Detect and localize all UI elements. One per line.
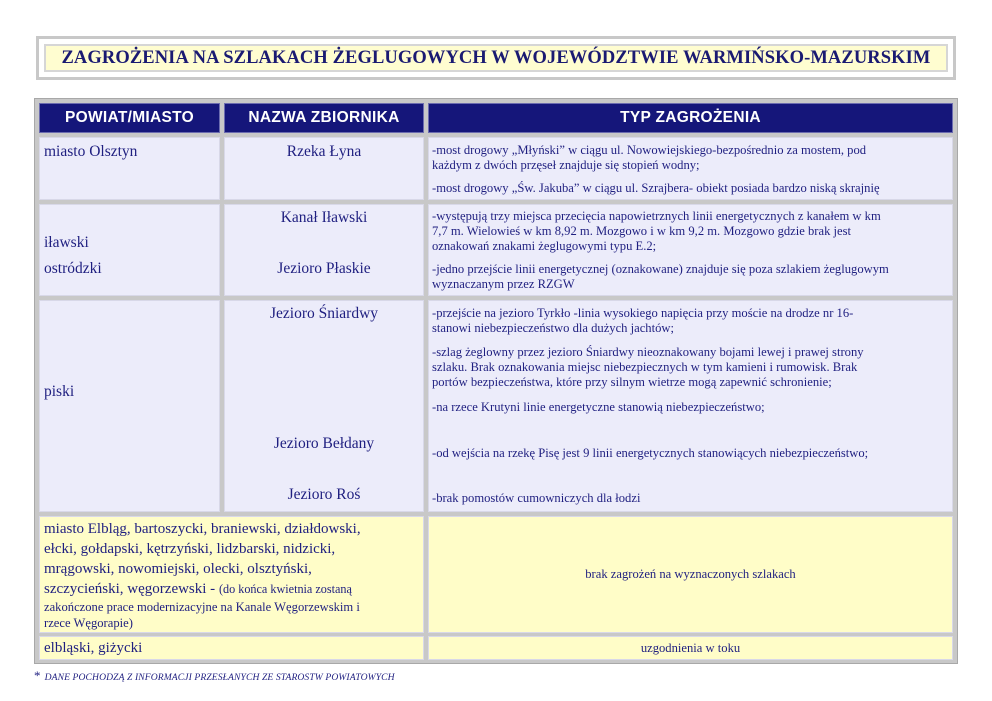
header-powiat: POWIAT/MIASTO (39, 103, 220, 133)
threat-line: -szlag żeglowny przez jezioro Śniardwy nieoznakowany bojami lewej i prawej strony (432, 345, 864, 359)
table-row-olsztyn-powiat (39, 137, 220, 200)
footnote-asterisk: * (34, 668, 41, 683)
threat-line: każdym z dwóch przęseł znajduje się stopień wodny; (432, 158, 700, 172)
zbiornik-beldany: Jezioro Bełdany (273, 435, 375, 452)
threat-line: 7,7 m. Wielowieś w km 8,92 m. Mozgowo i w km 9,2 m. Mozgowo gdzie brak jest (432, 224, 852, 238)
powiat-elblaski-gizycki: elbląski, giżycki (44, 640, 143, 656)
threat-line: -most drogowy „Młyński” w ciągu ul. Nowowiejskiego-bezpośrednio za mostem, pod (432, 143, 867, 157)
header-typ: TYP ZAGROŻENIA (428, 103, 953, 133)
threats-table (34, 98, 958, 664)
table-row-piski-zbiornik (224, 300, 424, 512)
status-no-threats: brak zagrożeń na wyznaczonych szlakach (585, 567, 796, 581)
threat-line: -od wejścia na rzekę Pisę jest 9 linii energetycznych stanowiących niebezpieczeństwo; (432, 446, 869, 460)
table-row-ilawski-powiat (39, 204, 220, 296)
table-row-piski-powiat (39, 300, 220, 512)
threat-line: -występują trzy miejsca przecięcia napowietrznych linii energetycznych z kanałem w km (432, 209, 881, 223)
table-row-piski-threats (428, 300, 953, 512)
zbiornik-lyna: Rzeka Łyna (286, 143, 362, 160)
footnote-text: DANE POCHODZĄ Z INFORMACJI PRZESŁANYCH ZE STAROSTW POWIATOWYCH (44, 672, 395, 683)
threat-line: -przejście na jezioro Tyrkło -linia wysokiego napięcia przy moście na drodze nr 16- (432, 306, 854, 320)
threat-line: stanowi niebezpieczeństwo dla dużych jachtów; (432, 321, 674, 335)
page-title: ZAGROŻENIA NA SZLAKACH ŻEGLUGOWYCH W WOJEWÓDZTWIE WARMIŃSKO-MAZURSKIM (61, 47, 931, 68)
powiaty-list-line (44, 579, 352, 599)
powiat-ostrodzki: ostródzki (44, 260, 102, 277)
title-frame (36, 36, 956, 80)
title-box (44, 44, 948, 72)
powiat-olsztyn: miasto Olsztyn (44, 143, 138, 160)
modernization-note-line: rzece Węgorapie) (44, 616, 133, 630)
zbiornik-sniardwy: Jezioro Śniardwy (269, 305, 379, 322)
table-row-gizycki-powiat (39, 636, 424, 660)
powiat-piski: piski (44, 383, 75, 400)
threat-line: -na rzece Krutyni linie energetyczne stanowią niebezpieczeństwo; (432, 400, 765, 414)
threat-line: -most drogowy „Św. Jakuba” w ciągu ul. Szrajbera- obiekt posiada bardzo niską skrajnię (432, 181, 880, 195)
status-in-progress: uzgodnienia w toku (640, 640, 741, 655)
table-row-elblag-powiat (39, 516, 424, 633)
header-zbiornik: NAZWA ZBIORNIKA (224, 103, 424, 133)
threat-line: wyznaczanym przez RZGW (432, 277, 575, 291)
zbiornik-jezioro-plaskie: Jezioro Płaskie (277, 260, 371, 277)
zbiornik-ros: Jezioro Roś (287, 486, 361, 503)
threat-line: -brak pomostów cumowniczych dla łodzi (432, 491, 641, 505)
powiaty-list-line: miasto Elbląg, bartoszycki, braniewski, działdowski, (44, 521, 361, 537)
zbiornik-kanal-ilawski: Kanał Iławski (280, 209, 368, 226)
table-row-olsztyn-zbiornik (224, 137, 424, 200)
powiaty-list-line: ełcki, gołdapski, kętrzyński, lidzbarski, nidzicki, (44, 541, 336, 557)
table-row-gizycki-status (428, 636, 953, 660)
footnote (34, 668, 395, 684)
powiaty-list-last: szczycieński, węgorzewski - (44, 581, 219, 597)
modernization-note-line: zakończone prace modernizacyjne na Kanale Węgorzewskim i (44, 600, 360, 614)
table-row-olsztyn-threats (428, 137, 953, 200)
threat-line: szlaku. Brak oznakowania miejsc niebezpiecznych w tym kamieni i rumowisk. Brak (432, 360, 858, 374)
threat-line: portów bezpieczeństwa, które przy silnym wietrze mogą zapewnić schronienie; (432, 375, 832, 389)
modernization-note: (do końca kwietnia zostaną (218, 582, 352, 596)
table-row-elblag-status (428, 516, 953, 633)
powiat-ilawski: iławski (44, 234, 89, 251)
table-row-ilawski-zbiornik (224, 204, 424, 296)
threat-line: -jedno przejście linii energetycznej (oznakowane) znajduje się poza szlakiem żeglugowym (432, 262, 889, 276)
table-row-ilawski-threats (428, 204, 953, 296)
threat-line: oznakowań znakami żeglugowymi typu E.2; (432, 239, 657, 253)
powiaty-list-line: mrągowski, nowomiejski, olecki, olsztyński, (44, 561, 312, 577)
